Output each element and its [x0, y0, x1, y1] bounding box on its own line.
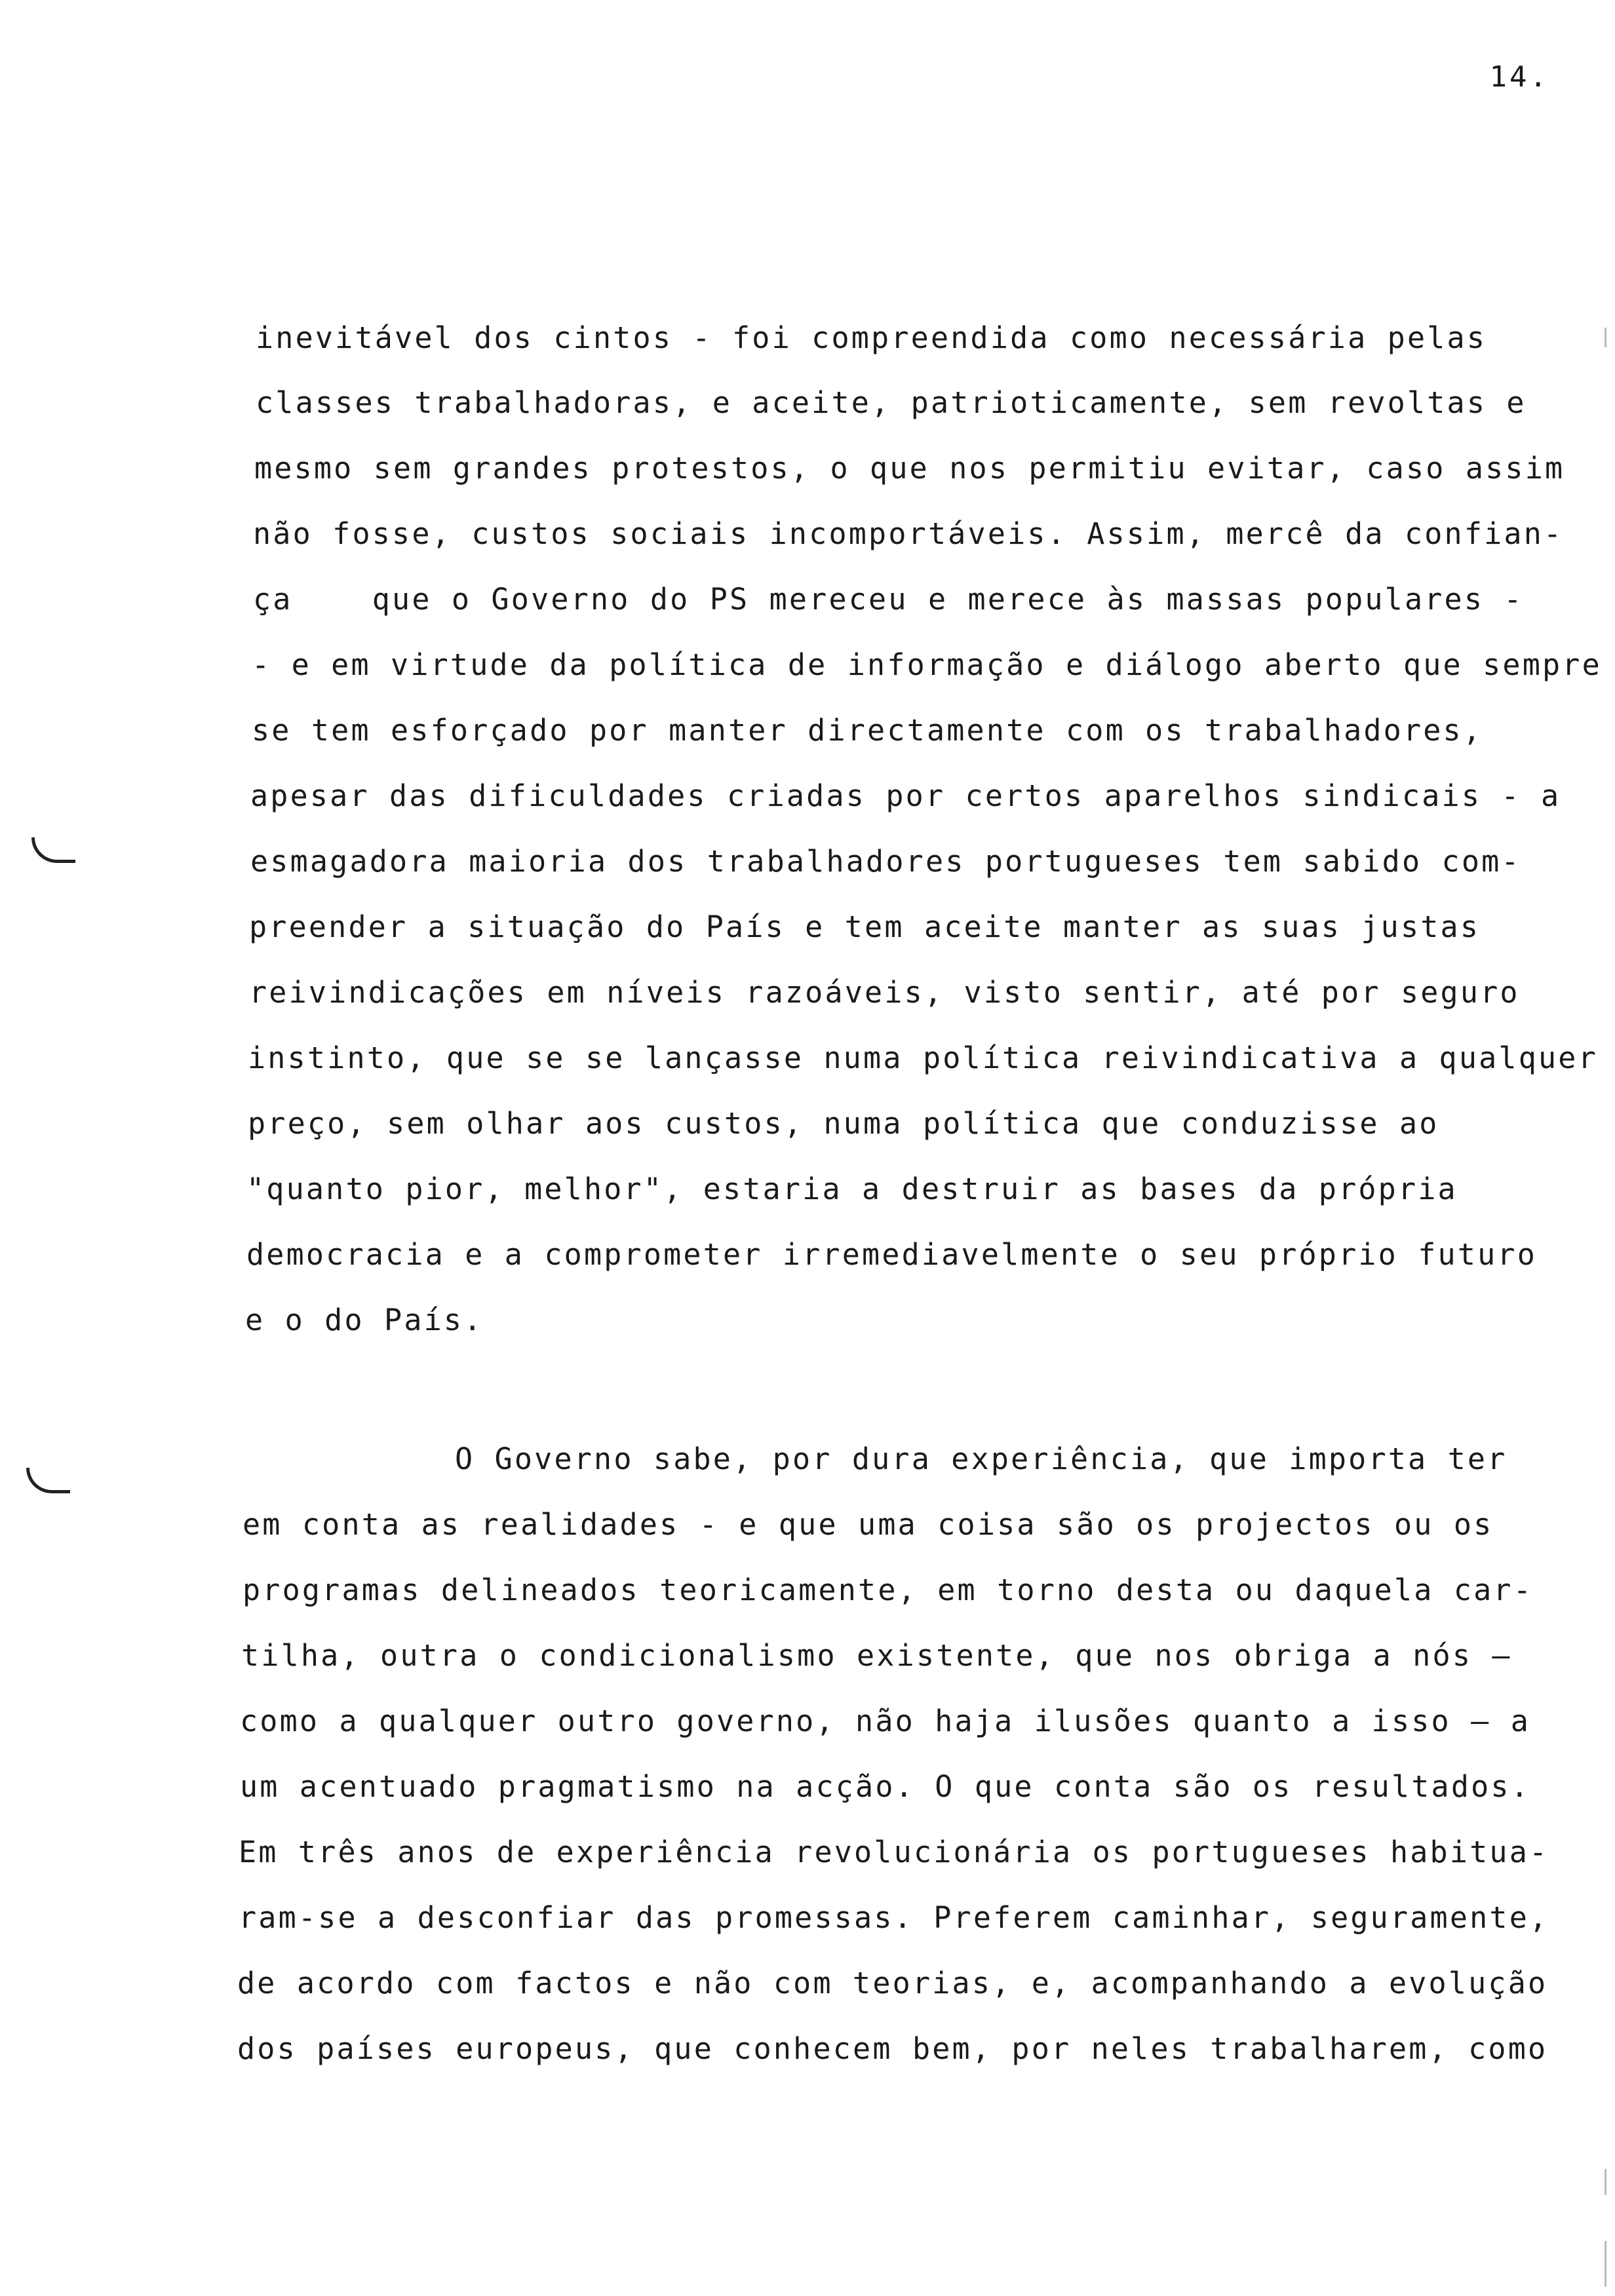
- text-line: se tem esforçado por manter directamente com os trabalhadores,: [252, 713, 1483, 748]
- scan-edge-mark: [1605, 2241, 1606, 2287]
- text-line: como a qualquer outro governo, não haja ilusões quanto a isso — a: [240, 1704, 1530, 1738]
- text-line: programas delineados teoricamente, em torno desta ou daquela car-: [243, 1573, 1533, 1607]
- text-line: e o do País.: [245, 1303, 484, 1337]
- text-line: ram-se a desconfiar das promessas. Preferem caminhar, seguramente,: [239, 1900, 1549, 1935]
- text-line: ça que o Governo do PS mereceu e merece às massas populares -: [253, 582, 1524, 617]
- text-line: reivindicações em níveis razoáveis, visto sentir, até por seguro: [249, 975, 1520, 1010]
- page-number: 14.: [1489, 60, 1549, 94]
- text-line: - e em virtude da política de informação e diálogo aberto que sempre: [252, 647, 1602, 682]
- text-line: de acordo com factos e não com teorias, e, acompanhando a evolução: [237, 1966, 1548, 2000]
- text-line: dos países europeus, que conhecem bem, por neles trabalharem, como: [237, 2031, 1548, 2066]
- text-line: "quanto pior, melhor", estaria a destruir as bases da própria: [246, 1172, 1458, 1206]
- text-line: esmagadora maioria dos trabalhadores portugueses tem sabido com-: [250, 844, 1521, 879]
- text-line: não fosse, custos sociais incomportáveis. Assim, mercê da confian-: [253, 516, 1564, 551]
- text-line: O Governo sabe, por dura experiência, que importa ter: [455, 1442, 1508, 1476]
- text-line: democracia e a comprometer irremediavelmente o seu próprio futuro: [246, 1237, 1537, 1272]
- text-line: preender a situação do País e tem aceite manter as suas justas: [249, 909, 1481, 944]
- binder-hole-mark: [26, 1468, 70, 1493]
- text-line: em conta as realidades - e que uma coisa são os projectos ou os: [243, 1507, 1494, 1542]
- text-line: um acentuado pragmatismo na acção. O que conta são os resultados.: [240, 1769, 1530, 1804]
- text-line: classes trabalhadoras, e aceite, patrioticamente, sem revoltas e: [256, 385, 1527, 420]
- text-line: mesmo sem grandes protestos, o que nos permitiu evitar, caso assim: [254, 451, 1565, 486]
- text-line: apesar das dificuldades criadas por certos aparelhos sindicais - a: [250, 778, 1561, 813]
- scan-edge-mark: [1605, 2169, 1606, 2195]
- text-line: instinto, que se se lançasse numa política reivindicativa a qualquer: [248, 1041, 1598, 1075]
- text-line: Em três anos de experiência revolucionária os portugueses habitua-: [239, 1835, 1549, 1869]
- binder-hole-mark: [31, 837, 75, 863]
- text-line: inevitável dos cintos - foi compreendida como necessária pelas: [256, 320, 1487, 355]
- scan-edge-mark: [1605, 328, 1606, 347]
- text-line: tilha, outra o condicionalismo existente, que nos obriga a nós —: [241, 1638, 1512, 1673]
- text-line: preço, sem olhar aos custos, numa política que conduzisse ao: [248, 1106, 1439, 1141]
